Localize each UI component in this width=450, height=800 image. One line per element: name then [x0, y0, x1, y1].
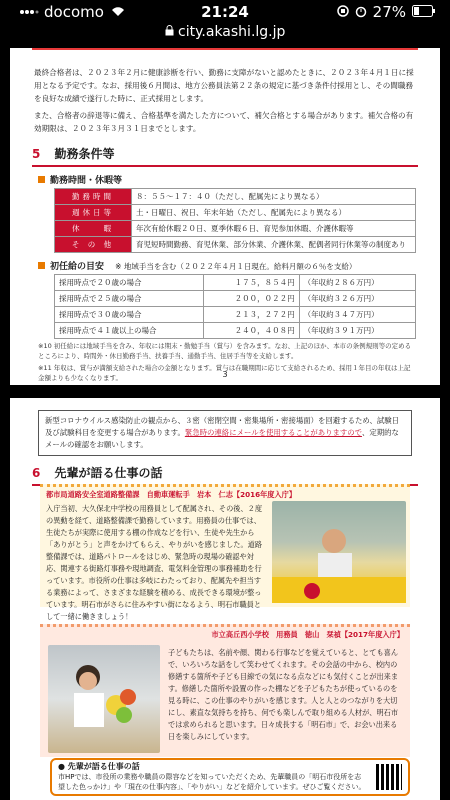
senior-story-card-1	[40, 484, 410, 621]
intro-paragraph-2: また、合格者の辞退等に備え、合格基準を満たした方について、補欠合格とする場合があります。補欠合格の有効期限は、２０２３年３月３１日までとします。	[34, 111, 414, 133]
circle-bullet-icon: ●	[58, 762, 65, 771]
pdf-page-4	[10, 398, 440, 800]
section-title: 先輩が語る仕事の話	[54, 466, 163, 480]
intro-paragraph-1: 最終合格者は、２０２３年２月に健康診断を行い、勤務に支障がないと認めたときに、２０２３年４月１日に採用となる予定です。なお、採用後６月間は、地方公務員法第２２条の規定に基づき条件付採用とし、その間職務を良好な成績で遂行した時に、正式採用とします。	[34, 68, 414, 103]
table-row: 採用時点で４１歳以上の場合 ２４０，４０８円 （年収約３９１万円）	[55, 323, 416, 339]
battery-percent: 27%	[372, 3, 406, 21]
pdf-page-3	[10, 48, 440, 385]
alarm-icon	[355, 3, 367, 21]
summary-body: 市HPでは、市役所の業務や職員の際容などを知っていただくため、先輩職員の「明石市役所を志望した色っかけ」や「現在の仕事内容」、「やりがい」などを紹介しています。ぜひご覧ください。	[58, 773, 366, 791]
clock: 21:24	[201, 3, 249, 21]
page-number: 3	[222, 370, 228, 379]
subheading-salary: 初任給の目安 ※ 地域手当を含む（２０２２年４月１日現在。給料月額の６％を支給）	[38, 259, 412, 272]
section-number: 6	[32, 466, 41, 480]
table-row: 休 暇 年次有給休暇２０日、夏季休暇６日、育児参加休暇、介護休暇等	[55, 221, 416, 237]
battery-icon	[412, 3, 436, 21]
bullet-square-icon	[38, 262, 45, 269]
section-heading	[32, 145, 418, 167]
lock-icon	[165, 24, 178, 40]
senior-story-card-2	[40, 624, 410, 757]
summary-title: ● 先輩が語る仕事の話	[58, 762, 140, 771]
salary-table	[54, 274, 416, 339]
table-row: そ の 他 育児短時間勤務、育児休業、部分休業、介護休業、配偶者同行休業等の制度あり	[55, 237, 416, 253]
status-right	[337, 3, 436, 21]
address-bar[interactable]	[0, 24, 450, 46]
footnote-11: ※11 年収は、賞与が満額支給された場合の金額となります。賞与は在職期間に応じて支給されるため、採用１年目の年収は上記金額よりも少なくなります。	[38, 364, 411, 382]
janitor-photo	[48, 645, 160, 753]
bullet-square-icon	[38, 176, 45, 183]
orientation-lock-icon	[337, 3, 349, 21]
card-body: 入庁当初、大久保北中学校の用務員として配属され、その後、２度の異動を経て、道路整備課で勤務しています。用務員の仕事では、生徒たちが実際に使用する棚の作成などを行い、生徒や先生から「ありがとう」と声をかけてもらえ、やりがいを感じました。道路整備課では、道路パトロールをはじめ、緊急時の現場の確認や対応、関連する街路灯事務や現地調査、電気料金管理の事務補助を行っています。市役所の仕事は多岐にわたっており、配属先や担当する業務によって、さまざまな経験を積める、成長できる環境が整っています。明石市がさらに住みやすい街になるよう、明石市職員として一緒に働きましょう！	[46, 504, 263, 621]
table-row: 週休日等 土・日曜日、祝日、年末年始（ただし、配属先により異なる）	[55, 205, 416, 221]
section-title: 勤務条件等	[54, 147, 115, 161]
card-body: 子どもたちは、名前や顔、関わる行事などを覚えていると、とても喜んで、いろいろな話をして笑わせてくれます。その会話の中から、校内の修繕する箇所や子ども目線での気になる点などにも気付くことが出来ます。修繕した箇所や設置の作った棚などを子どもたちが使っているのを見る時に、この仕事のやりがいを感じます。人と人とのつながりを大切にし、素直な気持ちを持ち、何でも楽しんで取り組める人材が、明石市では求められると思います。日々成長する「明石市」で、お会い出来る日を楽しみにしています。	[168, 648, 399, 741]
qr-code-icon[interactable]	[376, 764, 402, 790]
subheading-hours: 勤務時間・休暇等	[38, 173, 412, 186]
covid-notice: 新型コロナウイルス感染防止の観点から、３密（密閉空間・密集場所・密接場面）を回避するため、試験日及び試験科目を変更する場合があります。緊急時の連絡にメールを使用することがありますので、定期的なメールの確認をお願いします。	[38, 410, 412, 456]
table-row: 採用時点で２５歳の場合 ２００，０２２円 （年収約３２６万円）	[55, 291, 416, 307]
card-title: 市立高丘西小学校 用務員 徳山 栞禎【2017年度入庁】	[211, 630, 404, 639]
driver-photo	[272, 501, 406, 603]
conditions-table	[54, 188, 416, 253]
section-number: 5	[32, 147, 41, 161]
url-text: city.akashi.lg.jp	[178, 24, 286, 40]
section-heading	[32, 464, 418, 486]
card-title: 都市局道路安全室道路整備課 自動車運転手 岩本 仁志【2016年度入庁】	[46, 490, 297, 499]
table-row: 採用時点で３０歳の場合 ２１３，２７２円 （年収約３４７万円）	[55, 307, 416, 323]
table-row: 勤務時間 ８：５５～１７：４０（ただし、配属先により異なる）	[55, 189, 416, 205]
table-row: 採用時点で２０歳の場合 １７５，８５４円 （年収約２８６万円）	[55, 275, 416, 291]
status-bar	[0, 0, 450, 24]
footnote-10: ※10 初任給には地域手当を含み、年収には期末・勤勉手当（賞与）を含みます。なお、上記のほか、本市の条例規則等の定めるところにより、時間外・休日勤務手当、扶養手当、通勤手当、住居手当等を支給します。	[38, 342, 412, 360]
carrier-name: docomo	[44, 3, 104, 21]
senior-story-link-box[interactable]	[50, 758, 410, 796]
